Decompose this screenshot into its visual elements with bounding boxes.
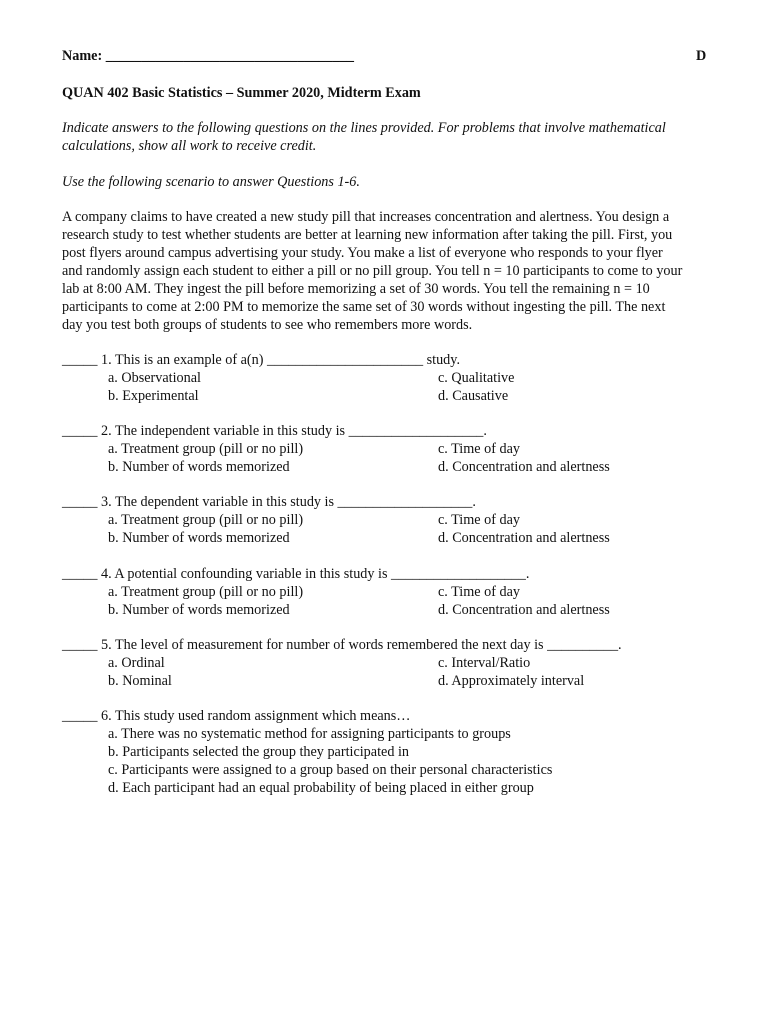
instructions — [62, 119, 732, 155]
option-c: c. Time of day — [438, 512, 520, 528]
instructions-line: calculations, show all work to receive credit. — [62, 138, 317, 154]
scenario-line: participants to come at 2:00 PM to memorize the same set of 30 words without ingesting the pill. The next — [62, 299, 666, 315]
option-a: a. There was no systematic method for assigning participants to groups — [108, 726, 511, 742]
question-stem: _____ 3. The dependent variable in this study is ___________________. — [62, 494, 476, 510]
scenario-intro: Use the following scenario to answer Questions 1-6. — [62, 174, 360, 190]
option-d: d. Causative — [438, 388, 509, 404]
exam-version: D — [696, 48, 707, 64]
option-b: b. Number of words memorized — [108, 459, 290, 475]
option-c: c. Qualitative — [438, 370, 515, 386]
option-d: d. Concentration and alertness — [438, 459, 610, 475]
option-a: a. Treatment group (pill or no pill) — [108, 584, 304, 600]
option-c: c. Interval/Ratio — [438, 655, 531, 671]
scenario-line: A company claims to have created a new study pill that increases concentration and alertness. You design a — [62, 209, 670, 225]
option-a: a. Observational — [108, 370, 201, 386]
option-c: c. Time of day — [438, 584, 520, 600]
question-stem: _____ 2. The independent variable in this study is ___________________. — [62, 423, 487, 439]
option-a: a. Treatment group (pill or no pill) — [108, 441, 304, 457]
scenario-line: post flyers around campus advertising your study. You make a list of everyone who responds to your flyer — [62, 245, 663, 261]
option-d: d. Each participant had an equal probability of being placed in either group — [108, 780, 534, 796]
scenario-paragraph — [62, 208, 732, 334]
option-b: b. Number of words memorized — [108, 602, 290, 618]
option-a: a. Treatment group (pill or no pill) — [108, 512, 304, 528]
exam-title: QUAN 402 Basic Statistics – Summer 2020, Midterm Exam — [62, 85, 421, 101]
instructions-line: Indicate answers to the following questions on the lines provided. For problems that involve mathematical — [62, 120, 666, 136]
option-d: d. Concentration and alertness — [438, 530, 610, 546]
option-a: a. Ordinal — [108, 655, 165, 671]
option-d: d. Approximately interval — [438, 673, 585, 689]
question-stem: _____ 5. The level of measurement for number of words remembered the next day is __________. — [62, 637, 622, 653]
option-c: c. Participants were assigned to a group based on their personal characteristics — [108, 762, 553, 778]
question-stem: _____ 1. This is an example of a(n) ______________________ study. — [62, 352, 460, 368]
option-d: d. Concentration and alertness — [438, 602, 610, 618]
scenario-line: lab at 8:00 AM. They ingest the pill before memorizing a set of 30 words. You tell the remaining n = 10 — [62, 281, 650, 297]
scenario-line: day you test both groups of students to see who remembers more words. — [62, 317, 473, 333]
question-stem: _____ 6. This study used random assignment which means… — [62, 708, 411, 724]
option-b: b. Participants selected the group they participated in — [108, 744, 409, 760]
scenario-line: and randomly assign each student to either a pill or no pill group. You tell n = 10 participants to come to your — [62, 263, 683, 279]
option-b: b. Number of words memorized — [108, 530, 290, 546]
name-field-label: Name: ___________________________________ — [62, 48, 355, 64]
option-b: b. Nominal — [108, 673, 172, 689]
option-c: c. Time of day — [438, 441, 520, 457]
scenario-line: research study to test whether students are better at learning new information after taking the pill. First, you — [62, 227, 673, 243]
option-b: b. Experimental — [108, 388, 199, 404]
question-stem: _____ 4. A potential confounding variable in this study is ___________________. — [62, 566, 530, 582]
